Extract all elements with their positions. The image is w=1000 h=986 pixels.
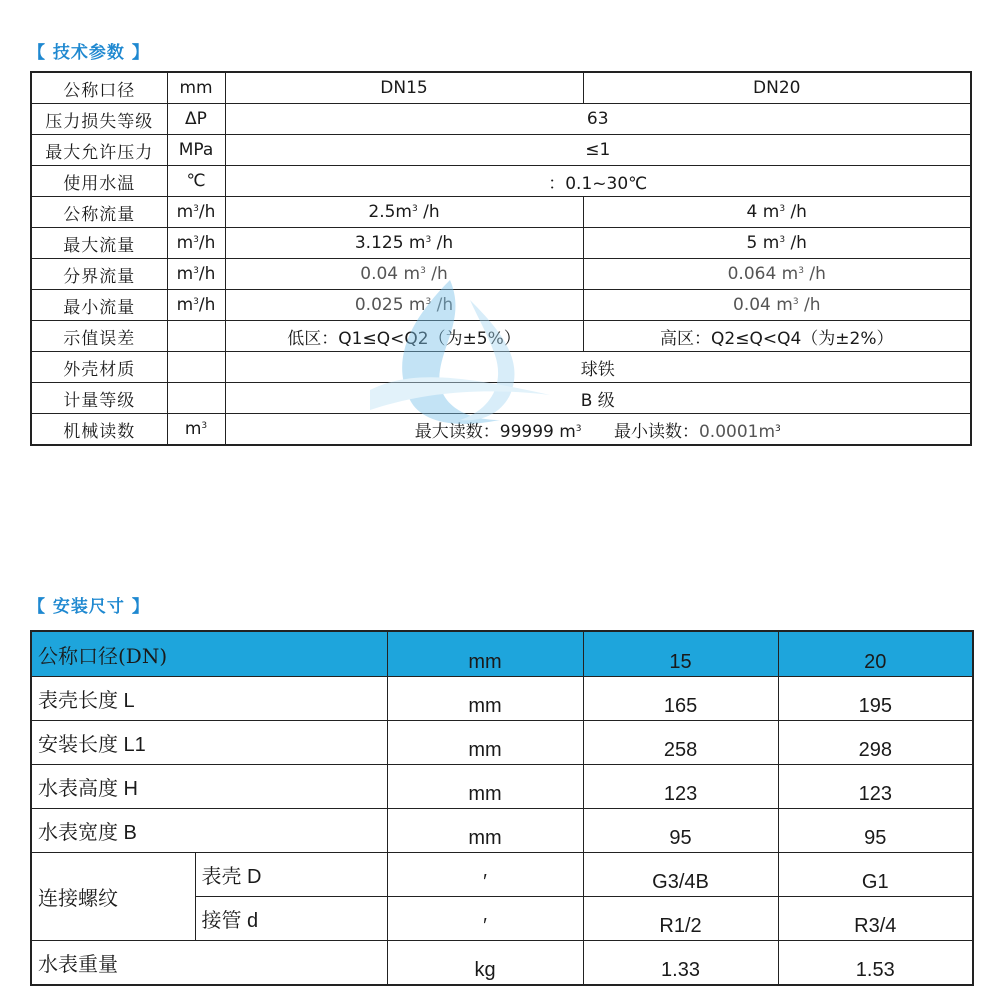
header-dn20: 20 — [778, 631, 973, 677]
spec-label: 最大允许压力 — [31, 135, 167, 166]
spec-dn15: 3.125 $m^3$ /h — [225, 228, 583, 259]
row-unit: mm — [387, 809, 583, 853]
row-unit: ′ — [387, 897, 583, 941]
row-label: 水表重量 — [31, 941, 387, 986]
row-dn20: R3/4 — [778, 897, 973, 941]
thread-sub-label: 接管 d — [195, 897, 387, 941]
header-label: 公称口径(DN) — [31, 631, 387, 677]
table-row — [31, 853, 973, 897]
spec-label: 压力损失等级 — [31, 104, 167, 135]
table-row — [31, 414, 971, 446]
row-label: 安装长度 L1 — [31, 721, 387, 765]
spec-unit: ΔP — [167, 104, 225, 135]
spec-value: ≤1 — [225, 135, 971, 166]
row-dn15: 123 — [583, 765, 778, 809]
spec-dn15: 低区：Q1≤Q<Q2（为±5%） — [225, 321, 583, 352]
row-unit: kg — [387, 941, 583, 986]
table-row — [31, 290, 971, 321]
row-label: 水表宽度 B — [31, 809, 387, 853]
table-row — [31, 197, 971, 228]
spec-label: 计量等级 — [31, 383, 167, 414]
table-row — [31, 352, 971, 383]
technical-specs-table — [30, 71, 972, 446]
spec-label: 外壳材质 — [31, 352, 167, 383]
spec-label: 示值误差 — [31, 321, 167, 352]
table-row — [31, 721, 973, 765]
spec-label: 最小流量 — [31, 290, 167, 321]
row-dn15: 95 — [583, 809, 778, 853]
spec-unit: $m^3/h$ — [167, 228, 225, 259]
row-label: 水表高度 H — [31, 765, 387, 809]
row-dn15: R1/2 — [583, 897, 778, 941]
table-row — [31, 941, 973, 986]
row-dn20: 195 — [778, 677, 973, 721]
spec-unit: $m^3/h$ — [167, 197, 225, 228]
row-dn15: 165 — [583, 677, 778, 721]
row-unit: mm — [387, 765, 583, 809]
spec-dn20: 0.064 $m^3$ /h — [583, 259, 971, 290]
table-row — [31, 166, 971, 197]
spec-label: 最大流量 — [31, 228, 167, 259]
row-dn20: 123 — [778, 765, 973, 809]
row-dn20: G1 — [778, 853, 973, 897]
spec-unit: MPa — [167, 135, 225, 166]
spec-value: ：0.1~30℃ — [225, 166, 971, 197]
row-dn20: 1.53 — [778, 941, 973, 986]
spec-dn15: 0.04 $m^3$ /h — [225, 259, 583, 290]
spec-unit: $m^3$ — [167, 414, 225, 446]
row-dn15: 1.33 — [583, 941, 778, 986]
spec-label: 使用水温 — [31, 166, 167, 197]
spec-label: 分界流量 — [31, 259, 167, 290]
row-unit: ′ — [387, 853, 583, 897]
thread-sub-label: 表壳 D — [195, 853, 387, 897]
row-dn20: 95 — [778, 809, 973, 853]
table-row — [31, 72, 971, 104]
install-section-title: 【 安装尺寸 】 — [28, 597, 150, 617]
spec-dn20: 4 $m^3$ /h — [583, 197, 971, 228]
row-unit: mm — [387, 721, 583, 765]
table-row — [31, 321, 971, 352]
table-header-row — [31, 631, 973, 677]
spec-unit: $m^3/h$ — [167, 290, 225, 321]
row-unit: mm — [387, 677, 583, 721]
table-row — [31, 809, 973, 853]
spec-unit: mm — [167, 72, 225, 104]
spec-value: 最大读数：99999 $m^3$ 最小读数：$0.0001m^3$ — [225, 414, 971, 446]
spec-dn20: 高区：Q2≤Q<Q4（为±2%） — [583, 321, 971, 352]
spec-dn15: $2.5m^3$ /h — [225, 197, 583, 228]
spec-label: 机械读数 — [31, 414, 167, 446]
row-label: 表壳长度 L — [31, 677, 387, 721]
spec-dn20: 0.04 $m^3$ /h — [583, 290, 971, 321]
spec-unit — [167, 383, 225, 414]
table-row — [31, 259, 971, 290]
spec-dn15: DN15 — [225, 72, 583, 104]
header-unit: mm — [387, 631, 583, 677]
row-dn20: 298 — [778, 721, 973, 765]
table-row — [31, 228, 971, 259]
row-dn15: G3/4B — [583, 853, 778, 897]
row-dn15: 258 — [583, 721, 778, 765]
spec-dn20: 5 $m^3$ /h — [583, 228, 971, 259]
spec-label: 公称口径 — [31, 72, 167, 104]
spec-value: B 级 — [225, 383, 971, 414]
spec-unit: ℃ — [167, 166, 225, 197]
table-row — [31, 383, 971, 414]
table-row — [31, 104, 971, 135]
spec-label: 公称流量 — [31, 197, 167, 228]
install-dimensions-table — [30, 630, 974, 986]
table-row — [31, 765, 973, 809]
spec-unit — [167, 321, 225, 352]
spec-dn15: 0.025 $m^3$ /h — [225, 290, 583, 321]
spec-dn20: DN20 — [583, 72, 971, 104]
spec-value: 63 — [225, 104, 971, 135]
spec-unit — [167, 352, 225, 383]
spec-unit: $m^3/h$ — [167, 259, 225, 290]
header-dn15: 15 — [583, 631, 778, 677]
spec-section-title: 【 技术参数 】 — [28, 43, 150, 63]
table-row — [31, 677, 973, 721]
spec-value: 球铁 — [225, 352, 971, 383]
thread-label: 连接螺纹 — [31, 853, 195, 941]
table-row — [31, 135, 971, 166]
